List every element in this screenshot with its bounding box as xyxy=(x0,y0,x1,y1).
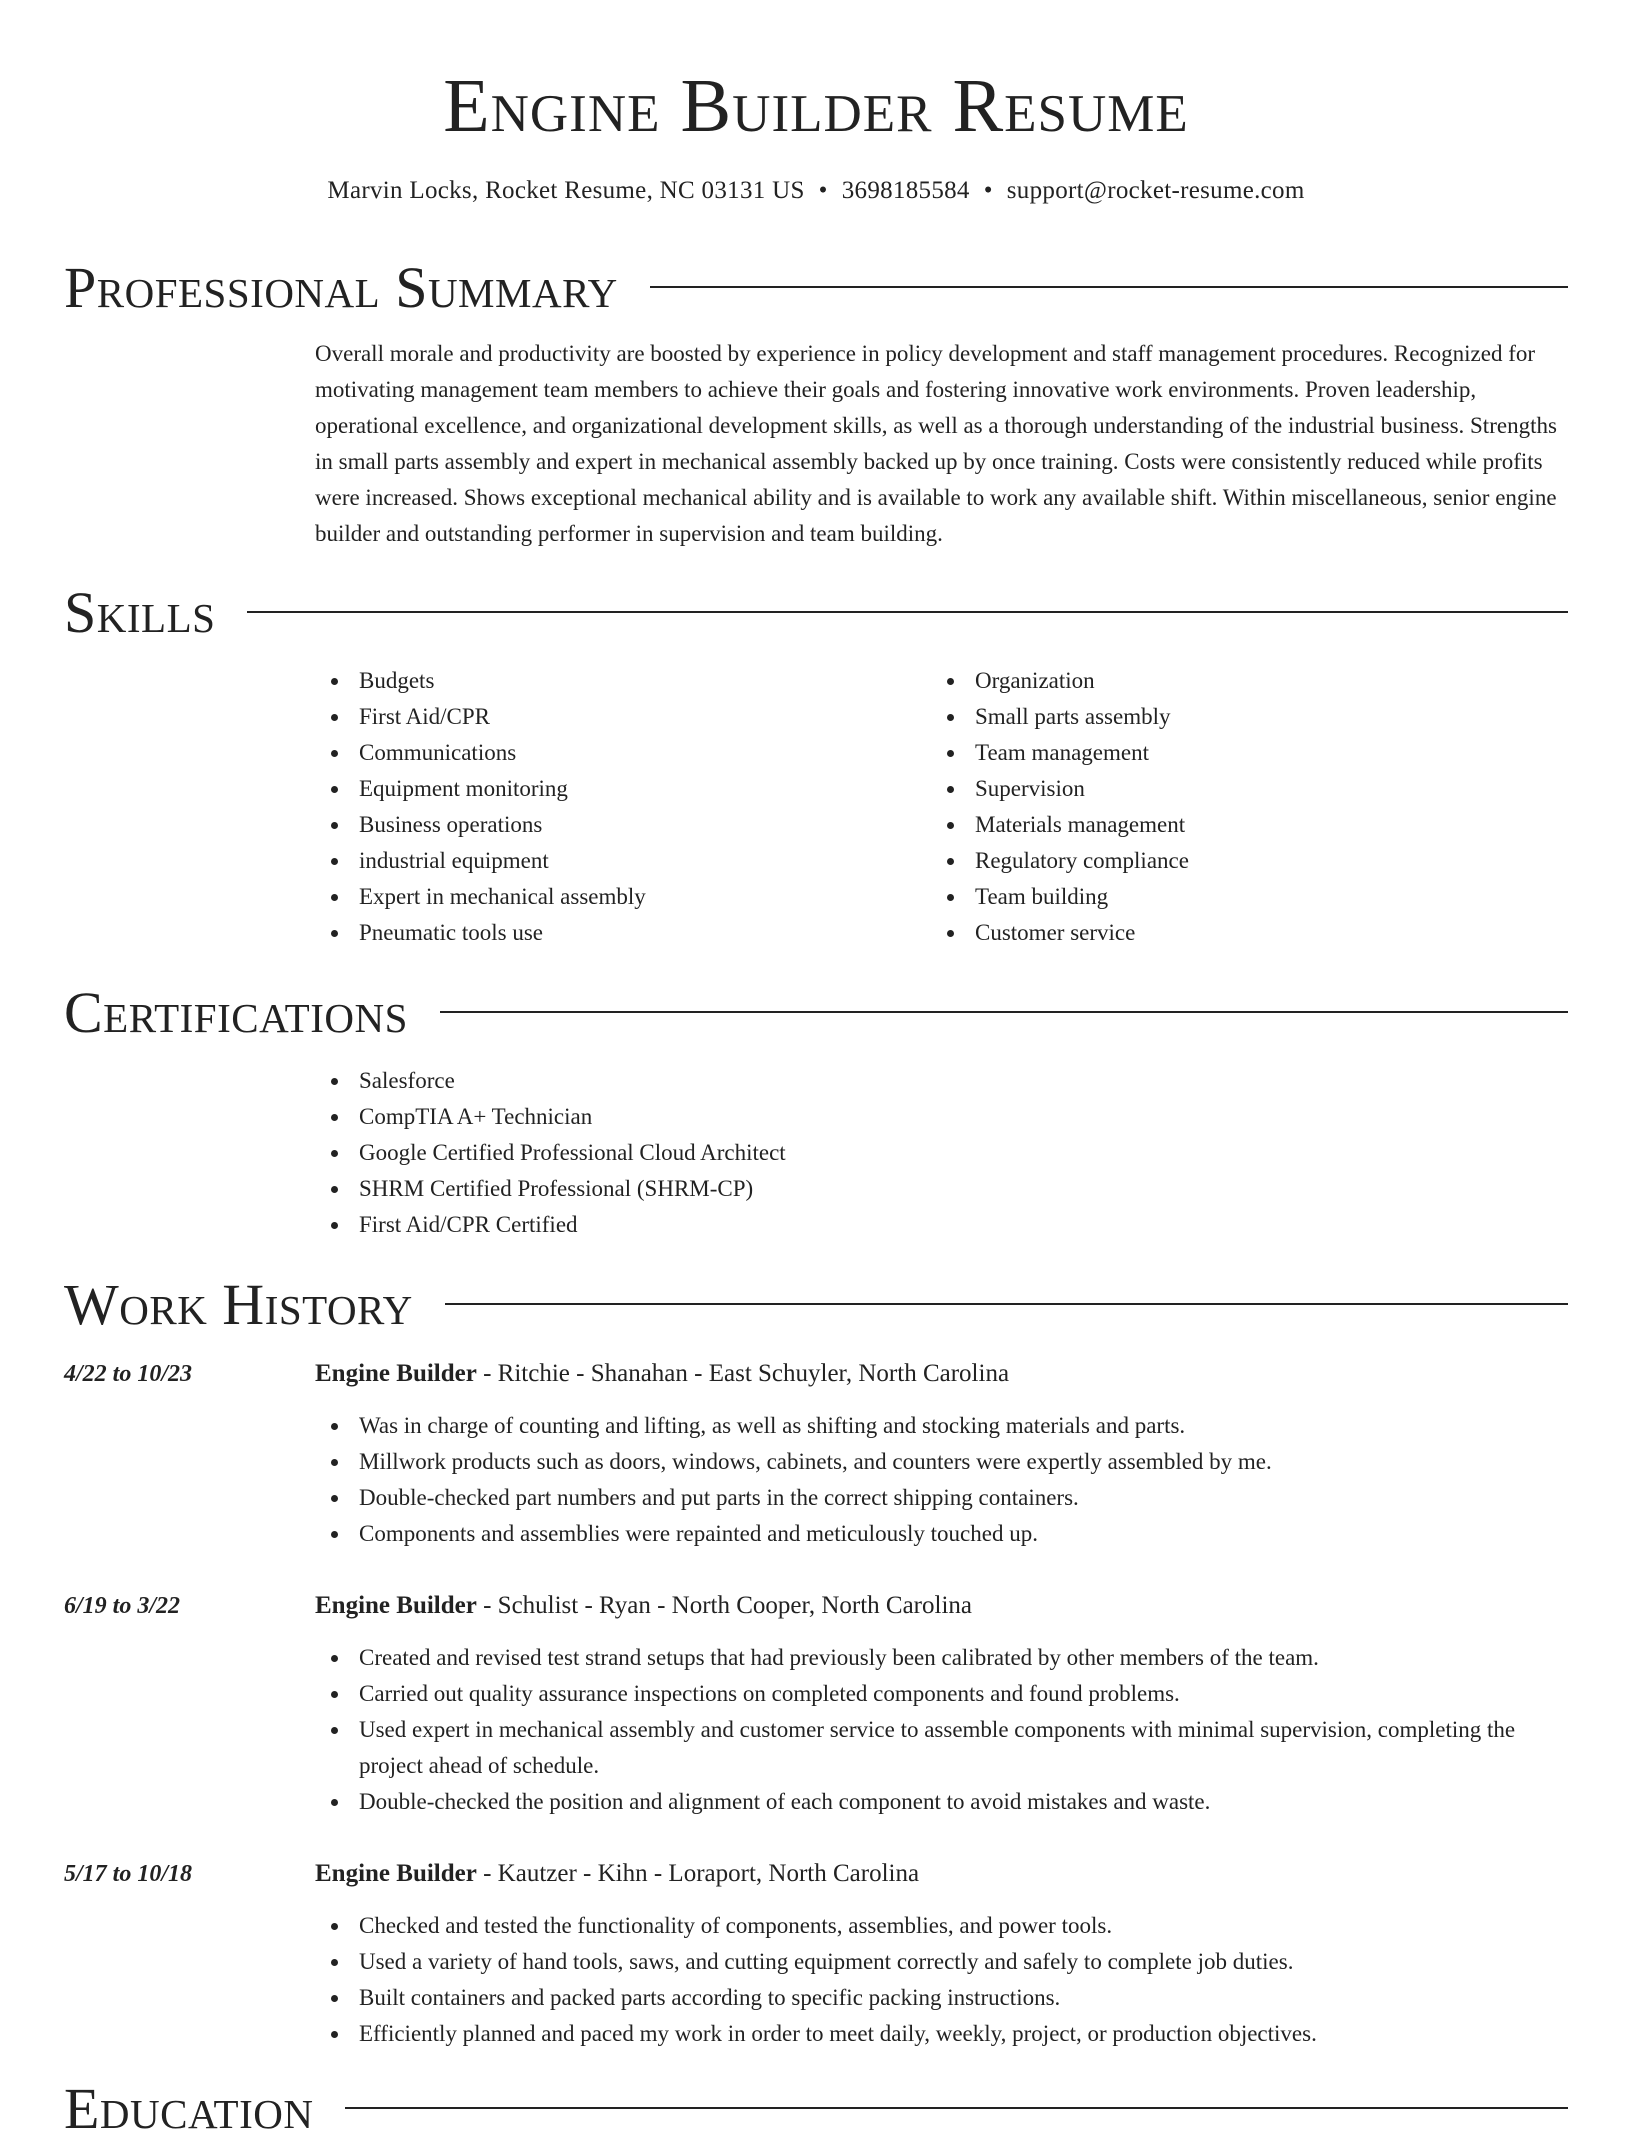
skills-column-left xyxy=(315,663,915,951)
job-title: Engine Builder xyxy=(315,1360,477,1387)
certifications-section-header xyxy=(64,980,1568,1046)
contact-separator: • xyxy=(818,177,828,204)
job-heading xyxy=(315,1588,972,1624)
job-dates: 6/19 to 3/22 xyxy=(64,1593,181,1619)
skill-item: Team management xyxy=(931,735,1531,771)
contact-email[interactable]: support@rocket-resume.com xyxy=(1006,177,1305,204)
skill-item: Pneumatic tools use xyxy=(315,915,915,951)
contact-separator: • xyxy=(983,177,993,204)
job-duty: Used expert in mechanical assembly and customer service to assemble components with minimal supervision, completing the project ahead of schedule. xyxy=(315,1712,1568,1784)
skill-item: Customer service xyxy=(931,915,1531,951)
work-history-section-header xyxy=(64,1272,1568,1338)
contact-line xyxy=(64,173,1568,209)
job-duty: Millwork products such as doors, windows, cabinets, and counters were expertly assembled by me. xyxy=(315,1444,1568,1480)
certification-item: Salesforce xyxy=(315,1063,1515,1099)
job-heading xyxy=(315,1856,919,1892)
skill-item: industrial equipment xyxy=(315,843,915,879)
education-section-header xyxy=(64,2076,1568,2142)
skill-item: Small parts assembly xyxy=(931,699,1531,735)
job-duty: Used a variety of hand tools, saws, and cutting equipment correctly and safely to complete job duties. xyxy=(315,1944,1568,1980)
job-duty: Was in charge of counting and lifting, as well as shifting and stocking materials and parts. xyxy=(315,1408,1568,1444)
work-history-heading: Work History xyxy=(64,1272,413,1337)
skill-item: Team building xyxy=(931,879,1531,915)
job-duty: Checked and tested the functionality of components, assemblies, and power tools. xyxy=(315,1908,1568,1944)
certification-item: SHRM Certified Professional (SHRM-CP) xyxy=(315,1171,1515,1207)
section-divider xyxy=(650,286,1568,288)
job-duty: Carried out quality assurance inspections on completed components and found problems. xyxy=(315,1676,1568,1712)
skill-item: Budgets xyxy=(315,663,915,699)
skill-item: Business operations xyxy=(315,807,915,843)
job-duty: Created and revised test strand setups that had previously been calibrated by other members of the team. xyxy=(315,1640,1568,1676)
job-dates: 4/22 to 10/23 xyxy=(64,1361,193,1387)
job-employer-location: - Kautzer - Kihn - Loraport, North Carolina xyxy=(476,1860,920,1887)
contact-phone: 3698185584 xyxy=(841,177,970,204)
contact-address: Marvin Locks, Rocket Resume, NC 03131 US xyxy=(327,177,805,204)
job-dates: 5/17 to 10/18 xyxy=(64,1861,193,1887)
certification-item: CompTIA A+ Technician xyxy=(315,1099,1515,1135)
job-heading xyxy=(315,1356,1009,1392)
job-duty: Efficiently planned and paced my work in order to meet daily, weekly, project, or production objectives. xyxy=(315,2016,1568,2052)
certification-item: First Aid/CPR Certified xyxy=(315,1207,1515,1243)
skill-item: Materials management xyxy=(931,807,1531,843)
certification-item: Google Certified Professional Cloud Architect xyxy=(315,1135,1515,1171)
job-duty: Double-checked part numbers and put parts in the correct shipping containers. xyxy=(315,1480,1568,1516)
job-duties-list xyxy=(315,1908,1568,2052)
job-title: Engine Builder xyxy=(315,1860,477,1887)
section-divider xyxy=(345,2107,1568,2109)
education-heading: Education xyxy=(64,2076,314,2141)
skill-item: Regulatory compliance xyxy=(931,843,1531,879)
skill-item: Expert in mechanical assembly xyxy=(315,879,915,915)
summary-section-header xyxy=(64,255,1568,321)
resume-title: Engine Builder Resume xyxy=(443,64,1189,148)
skill-item: Organization xyxy=(931,663,1531,699)
job-duties-list xyxy=(315,1408,1568,1552)
certifications-heading: Certifications xyxy=(64,980,408,1045)
job-duty: Components and assemblies were repainted and meticulously touched up. xyxy=(315,1516,1568,1552)
summary-text: Overall morale and productivity are boosted by experience in policy development and staff management procedures. Recognized for motivating management team members to achieve their goals and fostering innovative work environments. Proven leadership, operational excellence, and organizational development skills, as well as a thorough understanding of the industrial business. Strengths in small parts assembly and expert in mechanical assembly backed up by once training. Costs were consistently reduced while profits were increased. Shows exceptional mechanical ability and is available to work any available shift. Within miscellaneous, senior engine builder and outstanding performer in supervision and team building. xyxy=(315,341,1557,546)
certifications-list xyxy=(315,1063,1515,1243)
skill-item: First Aid/CPR xyxy=(315,699,915,735)
section-divider xyxy=(440,1011,1568,1013)
skills-section-header xyxy=(64,580,1568,646)
job-title: Engine Builder xyxy=(315,1592,477,1619)
skill-item: Supervision xyxy=(931,771,1531,807)
skill-item: Communications xyxy=(315,735,915,771)
job-employer-location: - Ritchie - Shanahan - East Schuyler, North Carolina xyxy=(476,1360,1010,1387)
skills-heading: Skills xyxy=(64,580,216,645)
section-divider xyxy=(247,611,1568,613)
job-duty: Built containers and packed parts according to specific packing instructions. xyxy=(315,1980,1568,2016)
section-divider xyxy=(445,1303,1568,1305)
job-duties-list xyxy=(315,1640,1568,1820)
skills-list-left xyxy=(315,663,915,951)
certifications-block xyxy=(315,1063,1515,1243)
job-employer-location: - Schulist - Ryan - North Cooper, North Carolina xyxy=(476,1592,972,1619)
job-duty: Double-checked the position and alignment of each component to avoid mistakes and waste. xyxy=(315,1784,1568,1820)
skills-list-right xyxy=(931,663,1531,951)
skills-column-right xyxy=(931,663,1531,951)
summary-heading: Professional Summary xyxy=(64,255,618,320)
skill-item: Equipment monitoring xyxy=(315,771,915,807)
